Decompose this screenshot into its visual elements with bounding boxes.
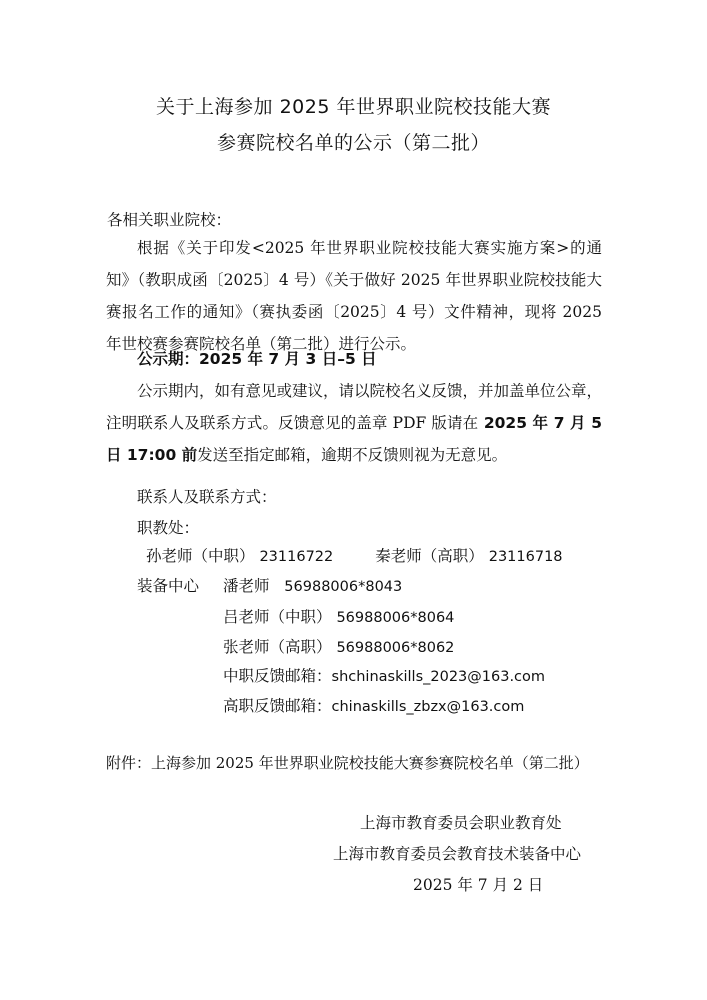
office-label: 职教处： <box>137 519 200 537</box>
office-contact-name-1: 孙老师（中职） <box>146 547 255 565</box>
signature-org-1: 上海市教育委员会职业教育处 <box>360 814 562 832</box>
email-higher-label: 高职反馈邮箱： <box>223 697 332 715</box>
office-contacts <box>146 540 563 573</box>
email-higher-link[interactable]: chinaskills_zbzx@163.com <box>331 699 525 715</box>
center-contact-tel-3: 56988006*8062 <box>336 640 455 656</box>
email-secondary-link[interactable]: shchinaskills_2023@163.com <box>331 669 546 685</box>
center-contact-name-2: 吕老师（中职） <box>223 608 332 626</box>
center-contact-row-1 <box>137 570 402 603</box>
feedback-deadline: 2025 年 7 月 5 日 17:00 前 <box>106 414 602 464</box>
office-contact-tel-2: 23116718 <box>488 549 563 565</box>
center-contact-name-1: 潘老师 <box>223 577 270 595</box>
publicity-period: 公示期：2025 年 7 月 3 日–5 日 <box>137 350 377 368</box>
paragraph-basis: 根据《关于印发<2025 年世界职业院校技能大赛实施方案>的通知》（教职成函〔2025〕4 号）《关于做好 2025 年世界职业院校技能大赛报名工作的通知》（赛执委函〔2025〕4 号）文件精神，现将 2025 年世校赛参赛院校名单（第二批）进行公示。 <box>106 239 602 353</box>
title-line-1: 关于上海参加 2025 年世界职业院校技能大赛 <box>156 96 551 118</box>
feedback-text-1: 公示期内，如有意见或建议，请以院校名义反馈，并加盖单位公章，注明联系人及联系方式。反馈意见的盖章 PDF 版请在 <box>106 382 603 432</box>
email-secondary-label: 中职反馈邮箱： <box>223 667 332 685</box>
signature-date: 2025 年 7 月 2 日 <box>413 876 544 894</box>
email-secondary-row <box>223 660 545 693</box>
office-contact-name-2: 秦老师（高职） <box>375 547 484 565</box>
center-contact-tel-2: 56988006*8064 <box>336 610 455 626</box>
title-line-2: 参赛院校名单的公示（第二批） <box>216 132 490 154</box>
email-higher-row <box>223 690 524 723</box>
paragraph-feedback <box>106 375 602 471</box>
center-contact-row-2 <box>223 601 454 634</box>
office-contact-tel-1: 23116722 <box>259 549 334 565</box>
greeting: 各相关职业院校： <box>107 211 232 229</box>
center-contact-tel-1: 56988006*8043 <box>284 579 403 595</box>
signature-org-2: 上海市教育委员会教育技术装备中心 <box>333 845 582 863</box>
center-label: 装备中心 <box>137 577 200 595</box>
contacts-heading: 联系人及联系方式： <box>137 488 277 506</box>
attachment-note: 附件：上海参加 2025 年世界职业院校技能大赛参赛院校名单（第二批） <box>106 754 589 772</box>
center-contact-name-3: 张老师（高职） <box>223 638 332 656</box>
feedback-text-2: 发送至指定邮箱，逾期不反馈则视为无意见。 <box>197 446 508 464</box>
